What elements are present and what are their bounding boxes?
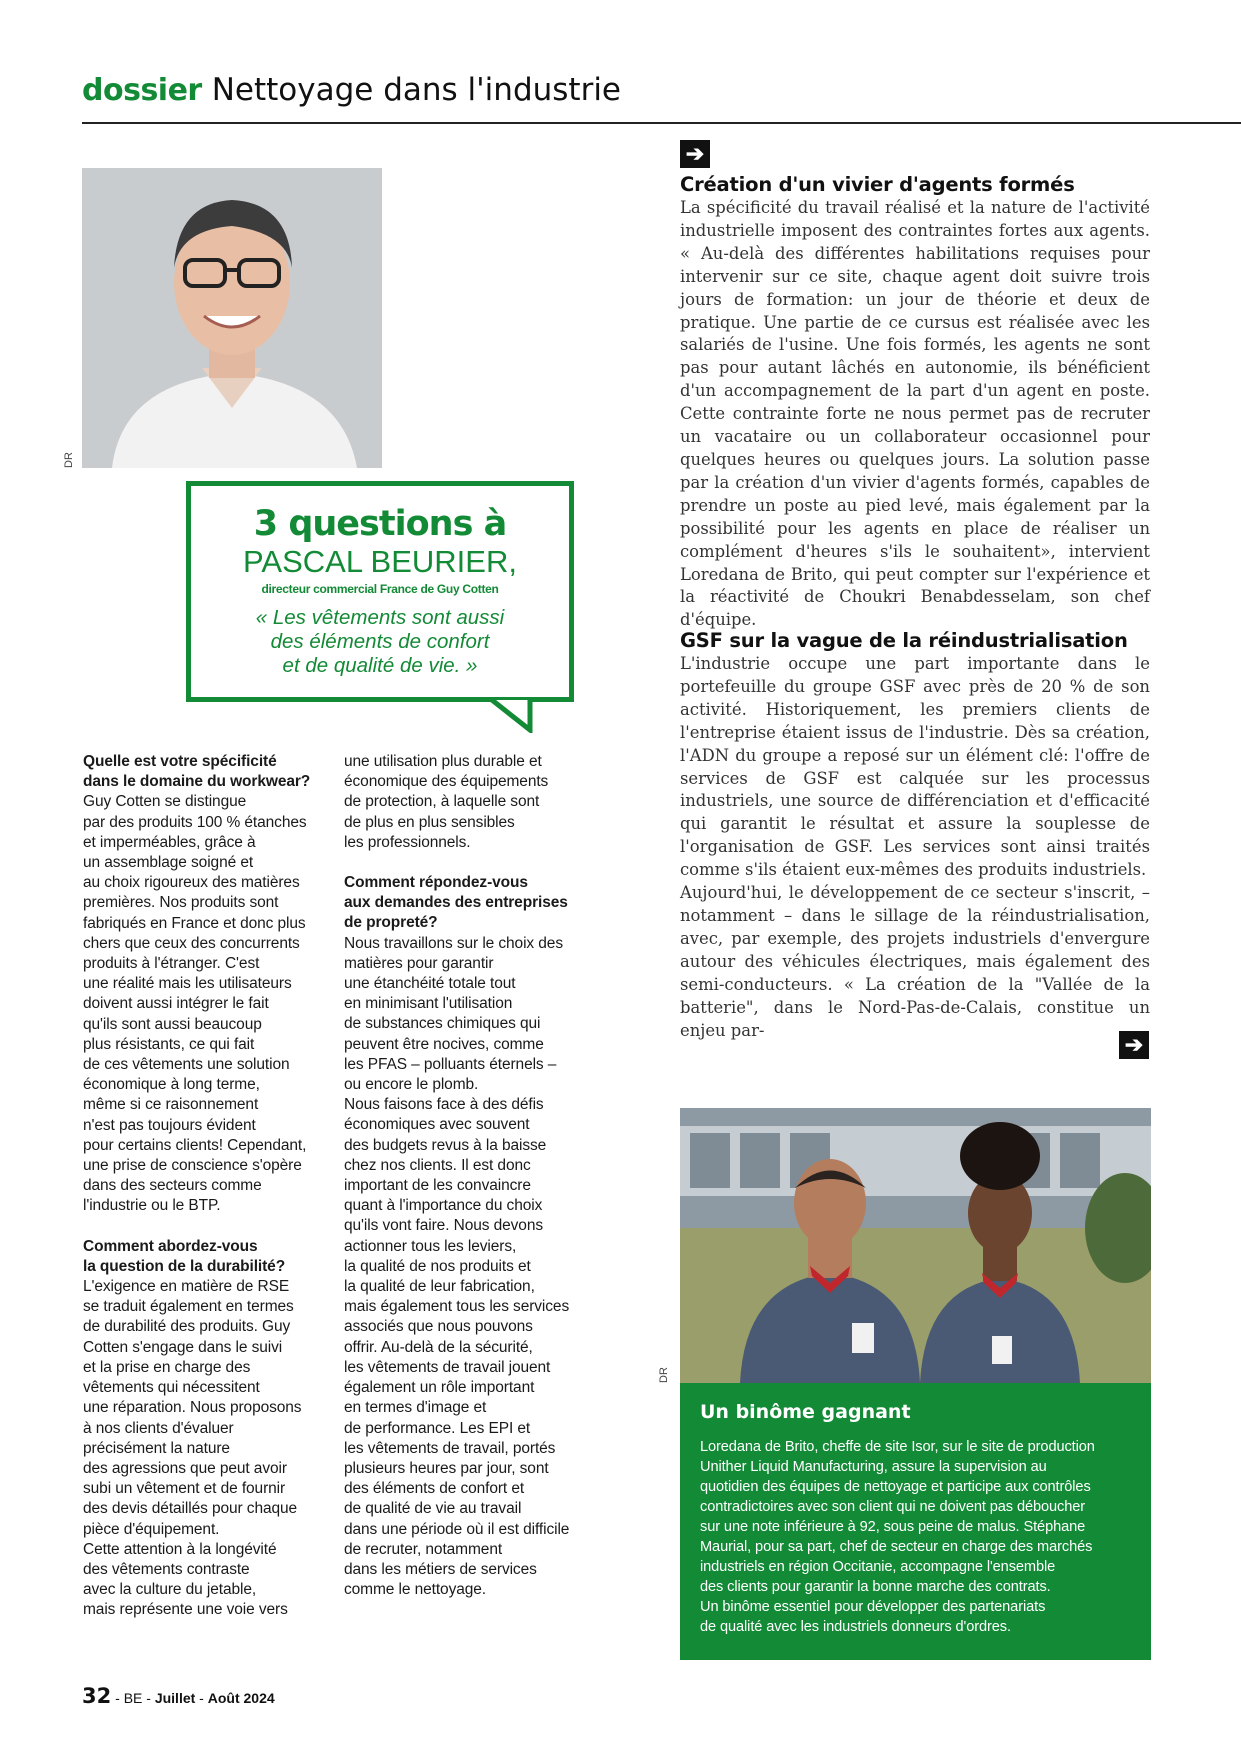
sidebar-line: quotidien des équipes de nettoyage et participe aux contrôles [700, 1479, 1091, 1495]
sidebar-text [700, 1437, 1131, 1637]
answer-3 [344, 934, 594, 1601]
answer-line: en minimisant l'utilisation [344, 995, 513, 1013]
answer-line: pièce d'équipement. [83, 1520, 220, 1538]
interviewee-name: PASCAL BEURIER, [243, 544, 517, 579]
answer-1 [83, 792, 333, 1216]
answer-line: Cette attention à la longévité [83, 1540, 277, 1558]
continues-arrow-icon: ➔ [1119, 1031, 1149, 1059]
question-line: Comment répondez-vous [344, 874, 528, 892]
footer-separator: - [142, 1690, 155, 1706]
question-3 [344, 873, 594, 934]
answer-line: Nous travaillons sur le choix des [344, 934, 563, 952]
pull-quote-line: « Les vêtements sont aussi [255, 606, 505, 629]
team-credit: DR [658, 1367, 670, 1383]
answer-line: dans une période où il est difficile [344, 1520, 570, 1538]
answer-line: se traduit également en termes [83, 1298, 294, 1316]
sidebar-line: Maurial, pour sa part, chef de secteur en charge des marchés [700, 1539, 1093, 1555]
team-photo [680, 1108, 1151, 1383]
page-title: Nettoyage dans l'industrie [211, 72, 622, 108]
answer-line: Cotten s'engage dans le suivi [83, 1338, 283, 1356]
answer-line: avec la culture du jetable, [83, 1581, 257, 1599]
section-heading-2: GSF sur la vague de la réindustrialisation [680, 629, 1128, 652]
answer-line: et la prise en charge des [83, 1358, 251, 1376]
sidebar-line: des clients pour garantir la bonne marche des contrats. [700, 1579, 1051, 1595]
speech-bubble-tail [490, 697, 534, 733]
answer-line: la qualité de nos produits et [344, 1257, 531, 1275]
section-body-2 [680, 653, 1150, 1042]
answer-line: à nos clients d'évaluer [83, 1419, 234, 1437]
answer-line: pour certains clients! Cependant, [83, 1136, 307, 1154]
answer-line: subi un vêtement et de fournir [83, 1480, 286, 1498]
section-paragraph: L'industrie occupe une part importante dans le portefeuille du groupe GSF avec près de 20 % de son activité. Historiquement, les premiers clients de l'entreprise étaient issus de l'industrie. Dès sa création, l'ADN du groupe a reposé sur un élément clé: l'offre de services de GSF est calquée sur les processus industriels, une source de différenciation et d'efficacité qui garantit le résultat et assure la souplesse de l'organisation de GSF. Les services sont ainsi traités comme s'ils étaient eux-mêmes des produits industriels. [680, 654, 1150, 880]
answer-line: des budgets revus à la baisse [344, 1136, 547, 1154]
sidebar-line: Un binôme essentiel pour développer des partenariats [700, 1599, 1046, 1615]
answer-line: plus résistants, ce qui fait [83, 1035, 255, 1053]
answer-line: la qualité de leur fabrication, [344, 1278, 535, 1296]
answer-line: également un rôle important [344, 1379, 535, 1397]
question-line: aux demandes des entreprises [344, 894, 568, 912]
pull-quote-line: et de qualité de vie. » [282, 654, 478, 677]
sidebar-line: industriels en région Occitanie, accompagne l'ensemble [700, 1559, 1056, 1575]
continued-arrow-icon: ➔ [680, 140, 710, 168]
page-header [82, 70, 621, 109]
three-questions-box [186, 481, 574, 702]
answer-line: au choix rigoureux des matières [83, 874, 300, 892]
answer-line: mais également tous les services [344, 1298, 570, 1316]
answer-line: des éléments de confort et [344, 1480, 525, 1498]
answer-line: une réalité mais les utilisateurs [83, 975, 292, 993]
page-number: 32 [82, 1684, 112, 1708]
answer-line: de plus en plus sensibles [344, 813, 515, 831]
answer-line: de protection, à laquelle sont [344, 793, 540, 811]
answer-line: par des produits 100 % étanches [83, 813, 307, 831]
section-paragraph: Aujourd'hui, le développement de ce secteur s'inscrit, – notamment – dans le sillage de la réindustrialisation, avec, par exemple, des projets industriels d'envergure autour des véhicules électriques, mais également des semi-conducteurs. « La création de la "Vallée de la batterie", dans le Nord-Pas-de-Calais, constitue un enjeu par- [680, 883, 1150, 1040]
answer-line: les vêtements de travail, portés [344, 1439, 556, 1457]
answer-line: chers que ceux des concurrents [83, 934, 300, 952]
answer-line: de recruter, notamment [344, 1540, 503, 1558]
page-footer [82, 1684, 275, 1708]
answer-line: associés que nous pouvons [344, 1318, 533, 1336]
section-paragraph: La spécificité du travail réalisé et la nature de l'activité industrielle imposent des contraintes fortes aux agents. « Au-delà des différentes habilitations requises pour intervenir sur ce site, chaque agent doit suivre trois jours de formation: un jour de théorie et deux de pratique. Une partie de ce cursus est réalisée avec les salariés de l'usine. Une fois formés, les agents ne sont pas pour autant lâchés en autonomie, ils bénéficient d'un accompagnement de la part d'un agent en poste. Cette contrainte forte ne nous permet pas de recruter un vacataire ou un collaborateur occasionnel pour quelques heures ou quelques jours. La solution passe par la création d'un vivier d'agents formés, capables de prendre un poste au pied levé, mais également par la possibilité pour les agents en place de réaliser un complément d'heures s'ils le souhaitent», intervient Loredana de Brito, qui peut compter sur l'expérience et la réactivité de Choukri Benabdesselam, son chef d'équipe. [680, 198, 1150, 630]
answer-line: vêtements qui nécessitent [83, 1379, 260, 1397]
question-2 [83, 1237, 333, 1277]
answer-line: de ces vêtements une solution [83, 1056, 290, 1074]
answer-line: des vêtements contraste [83, 1560, 250, 1578]
answer-line: des devis détaillés pour chaque [83, 1500, 298, 1518]
answer-2-continued [344, 752, 594, 853]
answer-line: de durabilité des produits. Guy [83, 1318, 291, 1336]
answer-line: comme le nettoyage. [344, 1581, 486, 1599]
portrait-photo [82, 168, 382, 468]
issue-date: Août 2024 [207, 1690, 275, 1706]
sidebar-title: Un binôme gagnant [700, 1401, 911, 1423]
sidebar-line: Loredana de Brito, cheffe de site Isor, sur le site de production [700, 1439, 1095, 1455]
answer-line: dans des secteurs comme [83, 1177, 262, 1195]
answer-line: en termes d'image et [344, 1399, 487, 1417]
answer-line: une étanchéité totale tout [344, 975, 516, 993]
answer-line: les PFAS – polluants éternels – [344, 1055, 557, 1073]
section-heading-1: Création d'un vivier d'agents formés [680, 173, 1075, 196]
answer-line: économique des équipements [344, 773, 549, 791]
answer-line: des agressions que peut avoir [83, 1459, 287, 1477]
answer-2 [83, 1277, 333, 1620]
pull-quote [191, 606, 569, 678]
magazine-name: BE [123, 1690, 143, 1706]
answer-line: fabriqués en France et donc plus [83, 914, 306, 932]
answer-line: matières pour garantir [344, 954, 494, 972]
sidebar-line: de qualité avec les industriels donneurs d'ordres. [700, 1619, 1011, 1635]
answer-line: de substances chimiques qui [344, 1015, 541, 1033]
answer-line: une réparation. Nous proposons [83, 1399, 302, 1417]
answer-line: quant à l'importance du choix [344, 1197, 543, 1215]
answer-line: l'industrie ou le BTP. [83, 1197, 221, 1215]
answer-line: une prise de conscience s'opère [83, 1157, 302, 1175]
answer-line: les vêtements de travail jouent [344, 1358, 551, 1376]
question-line: de propreté? [344, 914, 438, 932]
qbox-title: 3 questions à [253, 504, 507, 544]
answer-line: offrir. Au-delà de la sécurité, [344, 1338, 533, 1356]
sidebar-box [680, 1383, 1151, 1660]
interview-column-1 [83, 752, 333, 1621]
answer-line: ou encore le plomb. [344, 1076, 479, 1094]
answer-line: Nous faisons face à des défis [344, 1096, 544, 1114]
sidebar-line: Unither Liquid Manufacturing, assure la supervision au [700, 1459, 1047, 1475]
answer-line: doivent aussi intégrer le fait [83, 995, 269, 1013]
sidebar-line: contradictoires avec son client qui ne doivent pas déboucher [700, 1499, 1086, 1515]
interviewee-role: directeur commercial France de Guy Cotten [261, 582, 499, 596]
section-body-1 [680, 197, 1150, 632]
answer-line: économique à long terme, [83, 1076, 260, 1094]
answer-line: chez nos clients. Il est donc [344, 1156, 531, 1174]
answer-line: peuvent être nocives, comme [344, 1035, 544, 1053]
section-kicker: dossier [82, 73, 202, 108]
answer-line: et imperméables, grâce à [83, 833, 256, 851]
question-line: la question de la durabilité? [83, 1257, 286, 1275]
answer-line: plusieurs heures par jour, sont [344, 1459, 549, 1477]
question-line: Quelle est votre spécificité [83, 753, 277, 770]
pull-quote-line: des éléments de confort [270, 630, 490, 653]
answer-line: les professionnels. [344, 833, 471, 851]
footer-separator: - [195, 1690, 208, 1706]
answer-line: produits à l'étranger. C'est [83, 955, 260, 973]
answer-line: de qualité de vie au travail [344, 1500, 522, 1518]
portrait-credit: DR [63, 452, 75, 468]
answer-line: actionner tous les leviers, [344, 1237, 517, 1255]
answer-line: Guy Cotten se distingue [83, 793, 247, 811]
answer-line: économiques avec souvent [344, 1116, 530, 1134]
answer-line: dans les métiers de services [344, 1560, 537, 1578]
issue-month: Juillet [154, 1690, 196, 1706]
answer-line: qu'ils vont faire. Nous devons [344, 1217, 543, 1235]
answer-line: une utilisation plus durable et [344, 753, 542, 770]
question-line: Comment abordez-vous [83, 1237, 258, 1255]
answer-line: qu'ils sont aussi beaucoup [83, 1015, 262, 1033]
answer-line: important de les convaincre [344, 1177, 531, 1195]
interview-column-2 [344, 752, 594, 1600]
answer-line: L'exigence en matière de RSE [83, 1278, 290, 1296]
footer-separator: - [111, 1690, 124, 1706]
answer-line: même si ce raisonnement [83, 1096, 259, 1114]
question-1 [83, 752, 333, 792]
answer-line: n'est pas toujours évident [83, 1116, 256, 1134]
header-rule [82, 122, 1241, 124]
answer-line: de performance. Les EPI et [344, 1419, 531, 1437]
answer-line: précisément la nature [83, 1439, 230, 1457]
sidebar-line: sur une note inférieure à 92, sous peine de malus. Stéphane [700, 1519, 1086, 1535]
question-line: dans le domaine du workwear? [83, 773, 311, 791]
answer-line: premières. Nos produits sont [83, 894, 279, 912]
answer-line: un assemblage soigné et [83, 854, 254, 872]
answer-line: mais représente une voie vers [83, 1601, 288, 1619]
